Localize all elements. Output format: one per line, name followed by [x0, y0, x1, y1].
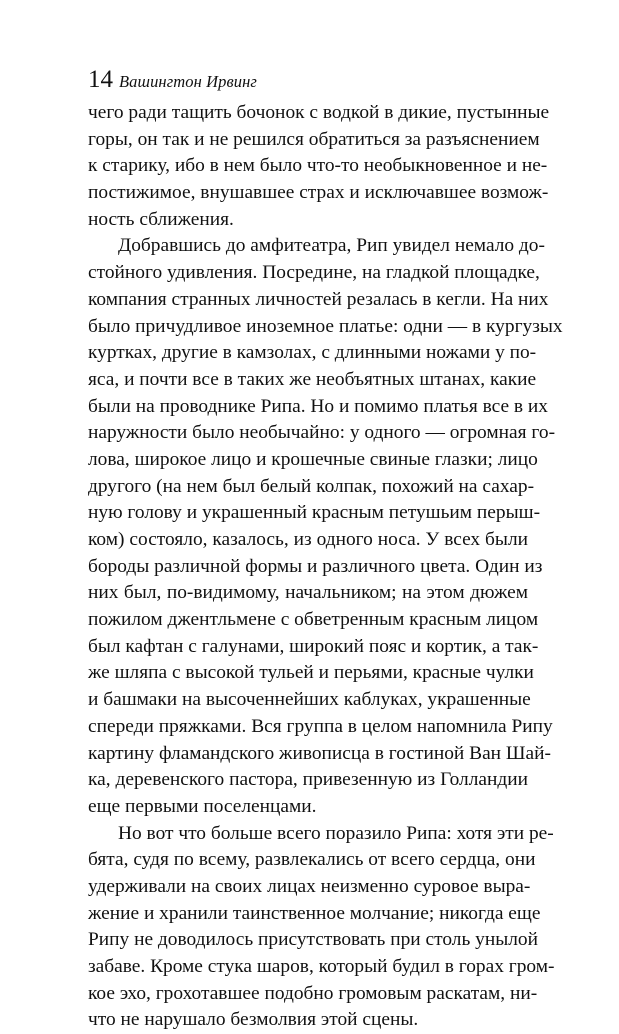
text-line: ность сближения.	[88, 208, 234, 230]
text-line: постижимое, внушавшее страх и исключавшее возмож-	[88, 182, 549, 204]
text-line: стойного удивления. Посредине, на гладкой площадке,	[88, 262, 540, 284]
text-line: кое эхо, грохотавшее подобно громовым раскатам, ни-	[88, 982, 538, 1004]
paragraph-first-line: Добравшись до амфитеатра, Рип увидел немало до-	[118, 235, 545, 257]
text-line: картину фламандского живописца в гостиной Ван Шай-	[88, 742, 551, 764]
text-line: еще первыми поселенцами.	[88, 795, 317, 817]
text-line: них был, по-видимому, начальником; на этом дюжем	[88, 582, 528, 604]
text-line: жение и хранили таинственное молчание; никогда еще	[88, 902, 541, 924]
text-line: и башмаки на высоченнейших каблуках, украшенные	[88, 689, 531, 711]
text-line: куртках, другие в камзолах, с длинными ножами у по-	[88, 342, 537, 364]
text-line: пожилом джентльмене с обветренным красным лицом	[88, 609, 539, 631]
text-line: было причудливое иноземное платье: одни — в кургузых	[88, 315, 563, 337]
text-line: забаве. Кроме стука шаров, который будил в горах гром-	[88, 956, 555, 977]
text-line: другого (на нем был белый колпак, похожий на сахар-	[88, 475, 535, 497]
text-line: удерживали на своих лицах неизменно суровое выра-	[88, 875, 531, 897]
text-line: ную голову и украшенный красным петушьим перыш-	[88, 502, 541, 524]
text-line: горы, он так и не решился обратиться за разъяснением	[88, 128, 540, 150]
text-line: наружности было необычайно: у одного — огромная го-	[88, 422, 556, 444]
text-line: ком) состояло, казалось, из одного носа. У всех были	[88, 529, 528, 550]
page-number: 14	[88, 66, 113, 93]
text-line: бороды различной формы и различного цвета. Один из	[88, 555, 543, 577]
text-line: ка, деревенского пастора, привезенную из Голландии	[88, 769, 528, 791]
text-line: же шляпа с высокой тульей и перьями, красные чулки	[88, 662, 534, 684]
book-author: Вашингтон Ирвинг	[119, 72, 257, 91]
text-line: были на проводнике Рипа. Но и помимо платья все в их	[88, 395, 548, 417]
text-line: Рипу не доводилось присутствовать при столь унылой	[88, 929, 538, 951]
text-line: компания странных личностей резалась в кегли. На них	[88, 288, 549, 310]
text-line: лова, широкое лицо и крошечные свиные глазки; лицо	[88, 448, 538, 470]
text-line: бята, судя по всему, развлекались от всего сердца, они	[88, 849, 536, 871]
text-line: спереди пряжками. Вся группа в целом напомнила Рипу	[88, 715, 553, 737]
text-line: чего ради тащить бочонок с водкой в дикие, пустынные	[88, 102, 550, 123]
text-line: был кафтан с галунами, широкий пояс и кортик, а так-	[88, 635, 539, 657]
text-line: яса, и почти все в таких же необъятных штанах, какие	[88, 368, 537, 390]
text-line: что не нарушало безмолвия этой сцены.	[88, 1009, 419, 1031]
paragraph-first-line: Но вот что больше всего поразило Рипа: хотя эти ре-	[118, 822, 554, 844]
text-line: к старику, ибо в нем было что-то необыкновенное и не-	[88, 155, 548, 177]
body-text	[88, 100, 563, 1034]
running-head	[88, 64, 257, 96]
